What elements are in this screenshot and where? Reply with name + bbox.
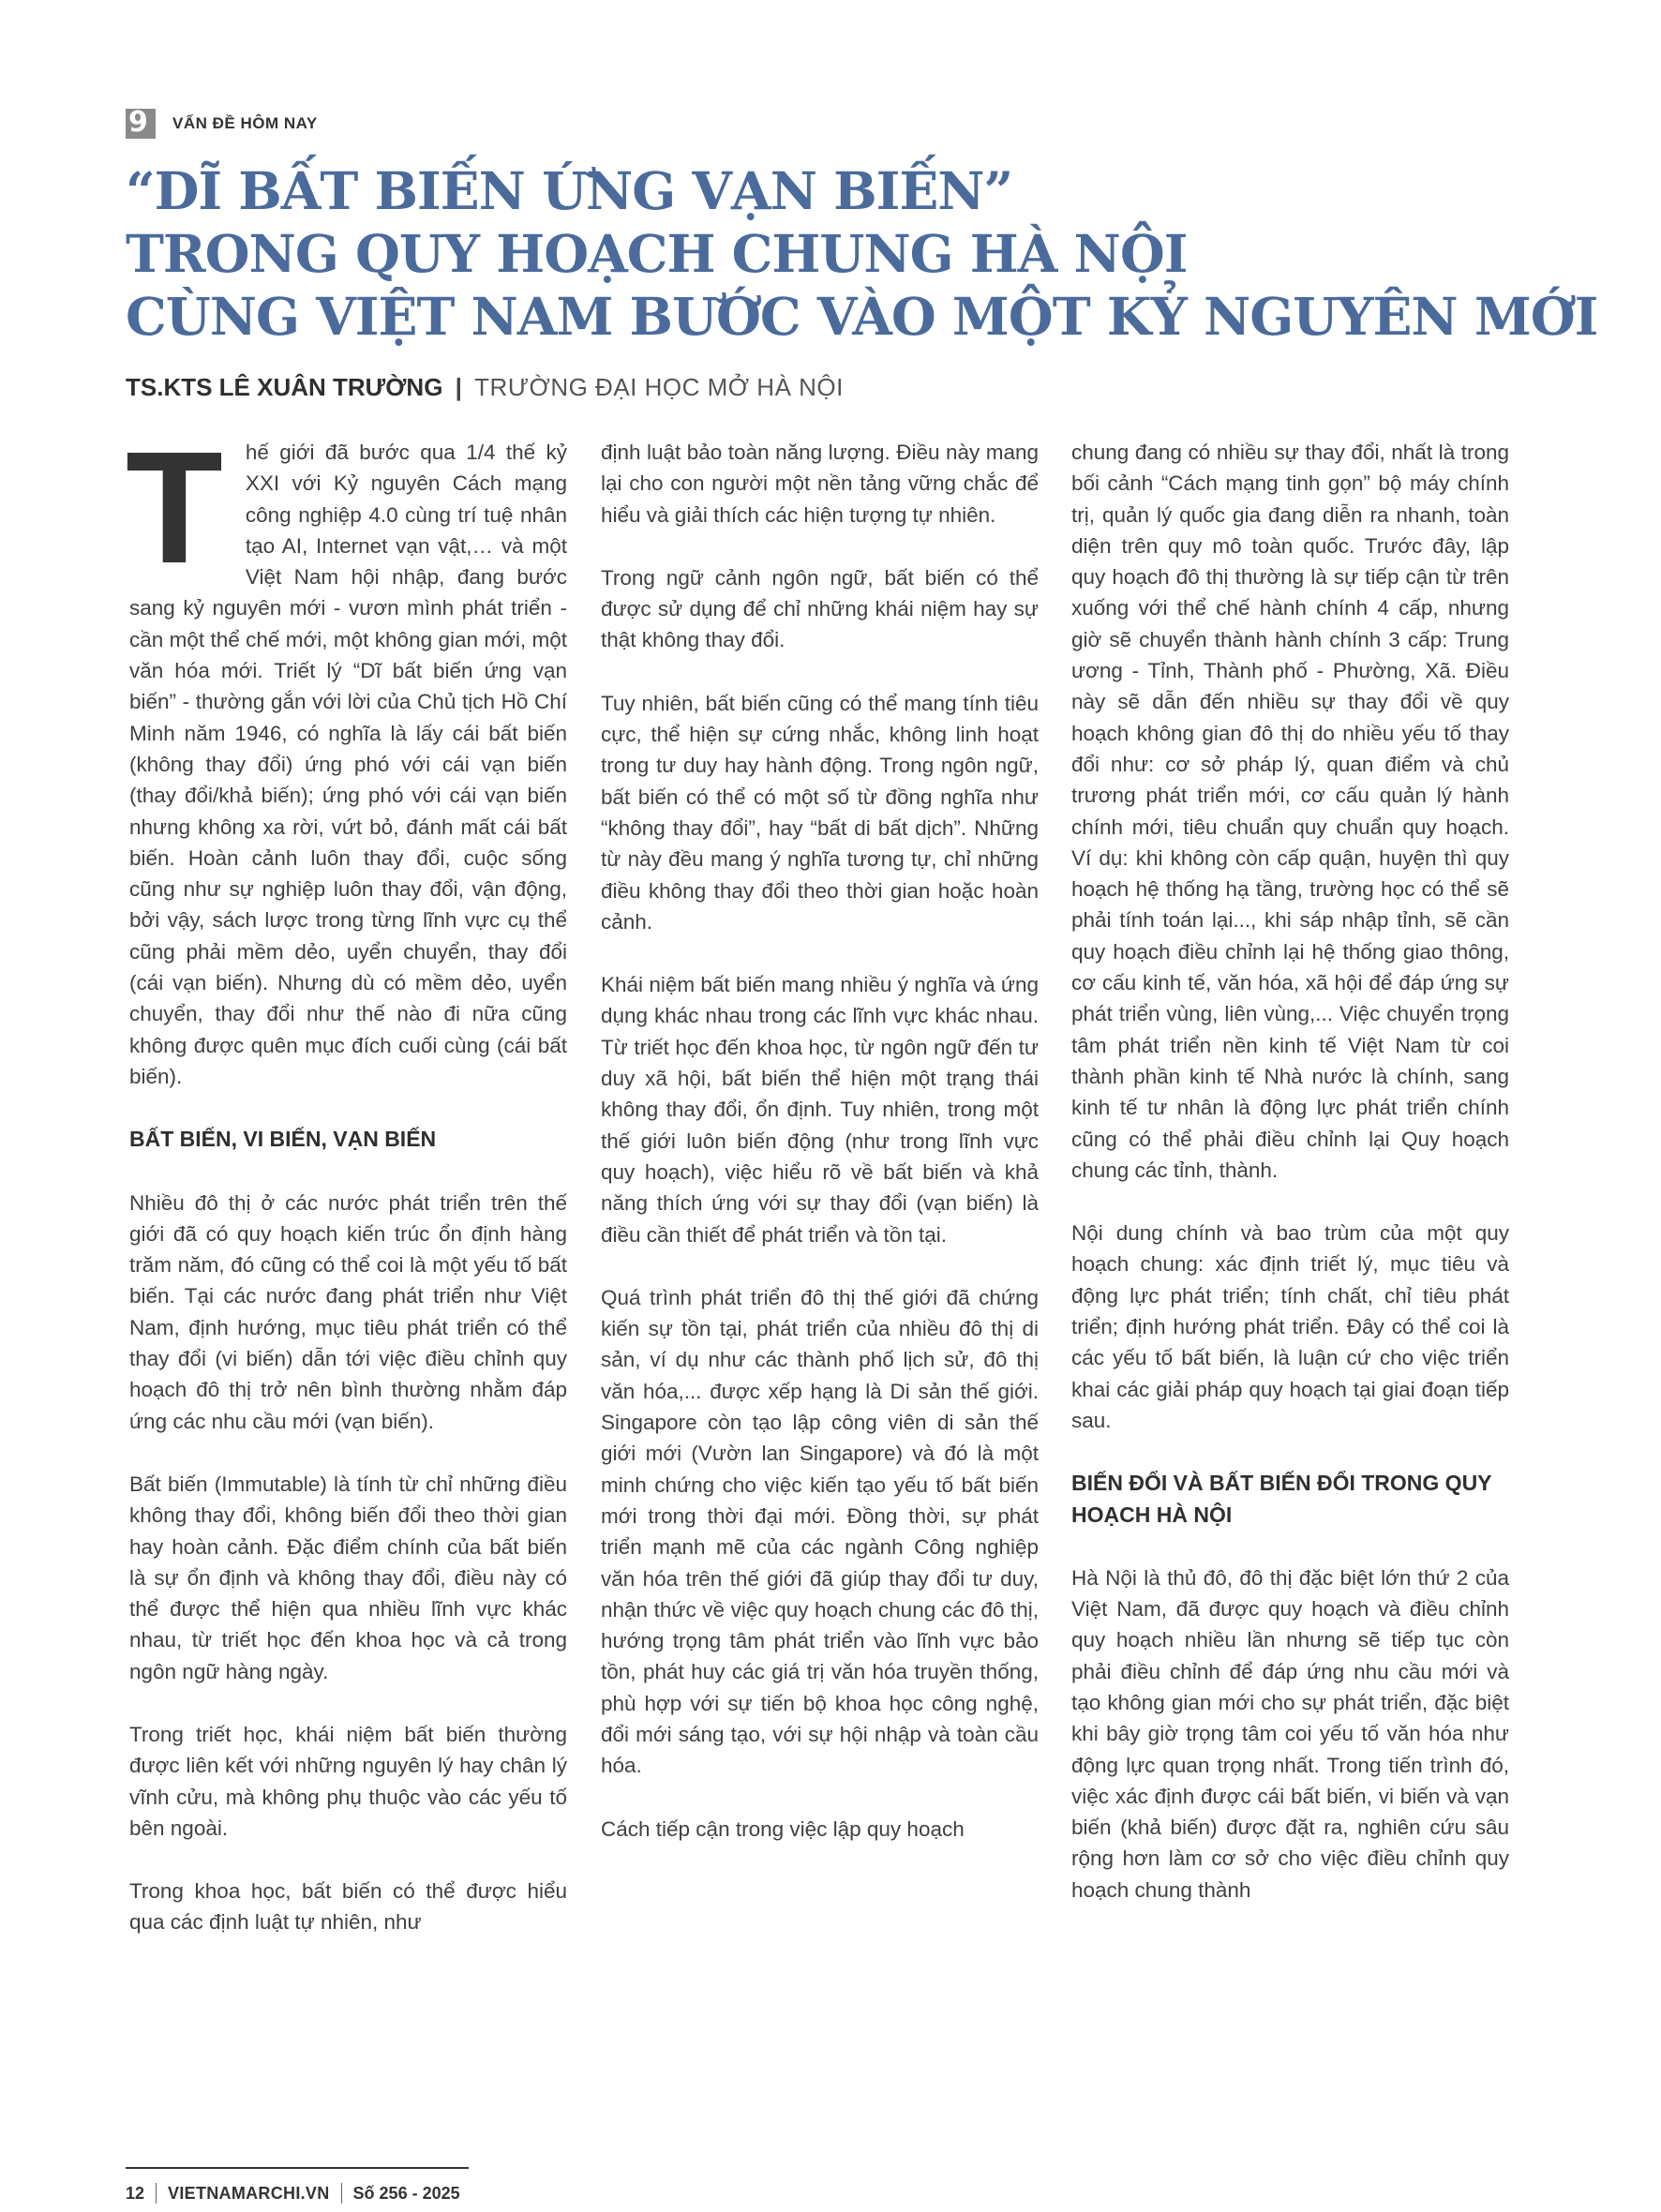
subheading: BIẾN ĐỔI VÀ BẤT BIẾN ĐỔI TRONG QUY HOẠCH HÀ NỘI [1071,1471,1492,1527]
section-label: VẤN ĐỀ HÔM NAY [172,114,318,132]
column-2 [601,437,1039,1876]
drop-cap: T [126,419,223,597]
title-line-3: CÙNG VIỆT NAM BƯỚC VÀO MỘT KỶ NGUYÊN MỚI [126,286,1598,347]
page-number: 12 [126,2183,145,2203]
body-paragraph: Hà Nội là thủ đô, đô thị đặc biệt lớn thứ 2 của Việt Nam, đã được quy hoạch và điều chỉnh quy hoạch nhiều lần nhưng sẽ tiếp tục còn phải điều chỉnh để đáp ứng nhu cầu mới và tạo không gian mới cho sự phát triển, đặc biệt khi bây giờ trọng tâm coi yếu tố văn hóa như động lực quan trọng nhất. Trong tiến trình đó, việc xác định được cái bất biến, vi biến và vạn biến (khả biến) được đặt ra, nghiên cứu sâu rộng hơn làm cơ sở cho việc điều chỉnh quy hoạch chung thành [1071,1565,1509,1902]
page-footer [126,2175,460,2212]
title-line-2: TRONG QUY HOẠCH CHUNG HÀ NỘI [126,223,1188,284]
section-header [126,107,318,141]
intro-paragraph: T hế giới đã bước qua 1/4 thế kỷ XXI với Kỷ nguyên Cách mạng công nghiệp 4.0 cùng trí tuệ nhân tạo AI, Internet vạn vật,… và một Việt Nam hội nhập, đang bước sang kỷ nguyên mới - vươn mình phát triển - cần một thể chế mới, một không gian mới, một văn hóa mới. Triết lý “Dĩ bất biến ứng vạn biến” - thường gắn với lời của Chủ tịch Hồ Chí Minh năm 1946, có nghĩa là lấy cái bất biến (không thay đổi) ứng phó với cái vạn biến (thay đổi/khả biến); ứng phó với cái vạn biến nhưng không xa rời, vứt bỏ, đánh mất cái bất biến. Hoàn cảnh luôn thay đổi, cuộc sống cũng như sự nghiệp luôn thay đổi, vận động, bởi vậy, sách lược trong từng lĩnh vực cụ thể cũng phải mềm dẻo, uyển chuyển, thay đổi (cái vạn biến). Nhưng dù có mềm dẻo, uyển chuyển, thay đổi như thế nào đi nữa cũng không được quên mục đích cuối cùng (cái bất biến). [126,419,567,1088]
footer-divider [156,2183,157,2204]
issue-number: Số 256 - 2025 [352,2183,460,2203]
body-paragraph: Trong ngữ cảnh ngôn ngữ, bất biến có thể được sử dụng để chỉ những khái niệm hay sự thật không thay đổi. [601,565,1039,652]
body-paragraph: Tuy nhiên, bất biến cũng có thể mang tính tiêu cực, thể hiện sự cứng nhắc, không linh hoạt trong tư duy hay hành động. Trong ngôn ngữ, bất biến có thể có một số từ đồng nghĩa như “không thay đổi”, hay “bất di bất dịch”. Những từ này đều mang ý nghĩa tương tự, chỉ những điều không thay đổi theo thời gian hoặc hoàn cảnh. [601,691,1039,934]
body-paragraph: Trong khoa học, bất biến có thể được hiểu qua các định luật tự nhiên, như [129,1879,567,1935]
body-paragraph: Quá trình phát triển đô thị thế giới đã chứng kiến sự tồn tại, phát triển của nhiều đô thị di sản, ví dụ như các thành phố lịch sử, đô thị văn hóa,... được xếp hạng là Di sản thế giới. Singapore còn tạo lập công viên di sản thế giới mới (Vườn lan Singapore) và đó là một minh chứng cho việc kiến tạo yếu tố bất biến mới trong thời đại mới. Đồng thời, sự phát triển mạnh mẽ của các ngành Công nghiệp văn hóa trên thế giới đã giúp thay đổi tư duy, nhận thức về việc quy hoạch chung các đô thị, hướng trọng tâm phát triển vào lĩnh vực bảo tồn, phát huy các giá trị văn hóa truyền thống, phù hợp với sự tiến bộ khoa học công nghệ, đổi mới sáng tạo, với sự hội nhập và toàn cầu hóa. [601,1285,1039,1778]
body-paragraph: Nội dung chính và bao trùm của một quy hoạch chung: xác định triết lý, mục tiêu và động lực phát triển; tính chất, chỉ tiêu phát triển; định hướng phát triển. Đây có thể coi là các yếu tố bất biến, là luận cứ cho việc triển khai các giải pháp quy hoạch tại giai đoạn tiếp sau. [1071,1221,1509,1432]
magazine-section-icon: 9 [126,109,156,139]
body-paragraph: Cách tiếp cận trong việc lập quy hoạch [601,1816,965,1841]
body-paragraph: định luật bảo toàn năng lượng. Điều này mang lại cho con người một nền tảng vững chắc để hiểu và giải thích các hiện tượng tự nhiên. [601,441,1039,527]
body-paragraph: Nhiều đô thị ở các nước phát triển trên thế giới đã có quy hoạch kiến trúc ổn định hàng trăm năm, đó cũng có thể coi là một yếu tố bất biến. Tại các nước đang phát triển như Việt Nam, định hướng, mục tiêu phát triển có thể thay đổi (vi biến) dẫn tới việc điều chỉnh quy hoạch đô thị trở nên bình thường nhằm đáp ứng các nhu cầu mới (vạn biến). [129,1190,567,1433]
byline [126,373,844,402]
body-paragraph: Bất biến (Immutable) là tính từ chỉ những điều không thay đổi, không biến đổi theo thời gian hay hoàn cảnh. Đặc điểm chính của bất biến là sự ổn định và không thay đổi, điều này có thể được thể hiện qua nhiều lĩnh vực khác nhau, từ triết học đến khoa học và cả trong ngôn ngữ hàng ngày. [129,1472,567,1683]
footer-rule [126,2167,469,2169]
author-name: TS.KTS LÊ XUÂN TRƯỜNG [126,373,443,401]
body-paragraph: Khái niệm bất biến mang nhiều ý nghĩa và ứng dụng khác nhau trong các lĩnh vực khác nhau. Từ triết học đến khoa học, từ ngôn ngữ đến tư duy xã hội, bất biến thể hiện một trạng thái không thay đổi, ổn định. Tuy nhiên, trong một thế giới luôn biến động (như trong lĩnh vực quy hoạch), việc hiểu rõ về bất biến và khả năng thích ứng với sự thay đổi (vạn biến) là điều cần thiết để phát triển và tồn tại. [601,973,1039,1247]
title-line-1: “DĨ BẤT BIẾN ỨNG VẠN BIẾN” [126,160,1013,221]
body-paragraph: chung đang có nhiều sự thay đổi, nhất là trong bối cảnh “Cách mạng tinh gọn” bộ máy chính trị, quản lý quốc gia đang diễn ra nhanh, toàn diện trên quy mô toàn quốc. Trước đây, lập quy hoạch đô thị thường là sự tiếp cận từ trên xuống với thể chế hành chính 4 cấp, nhưng giờ sẽ chuyển thành hành chính 3 cấp: Trung ương - Tỉnh, Thành phố - Phường, Xã. Điều này sẽ dẫn đến nhiều sự thay đổi về quy hoạch không gian đô thị do nhiều yếu tố thay đổi như: cơ sở pháp lý, quan điểm và chủ trương phát triển mới, cơ cấu quản lý hành chính mới, tiêu chuẩn quy chuẩn quy hoạch. Ví dụ: khi không còn cấp quận, huyện thì quy hoạch hệ thống hạ tầng, trường học có thể sẽ phải tính toán lại..., khi sáp nhập tỉnh, sẽ cần quy hoạch điều chỉnh lại hệ thống giao thông, cơ cấu kinh tế, văn hóa, xã hội để đáp ứng sự phát triển vùng, liên vùng,... Việc chuyển trọng tâm phát triển nền kinh tế Việt Nam từ coi thành phần kinh tế Nhà nước là chính, sang kinh tế tư nhân là động lực phát triển chính cũng có thể phải điều chỉnh lại Quy hoạch chung các tỉnh, thành. [1071,441,1509,1182]
article-title [126,159,1598,348]
column-3 [1071,437,1509,1937]
column-1 [126,419,567,1970]
subheading: BẤT BIẾN, VI BIẾN, VẠN BIẾN [129,1127,437,1152]
byline-separator: | [455,373,462,401]
body-paragraph: Trong triết học, khái niệm bất biến thường được liên kết với những nguyên lý hay chân lý vĩnh cửu, mà không phụ thuộc vào các yếu tố bên ngoài. [129,1722,567,1840]
site-name: VIETNAMARCHI.VN [168,2183,330,2203]
author-affiliation: TRƯỜNG ĐẠI HỌC MỞ HÀ NỘI [474,373,844,401]
footer-divider [341,2183,342,2204]
